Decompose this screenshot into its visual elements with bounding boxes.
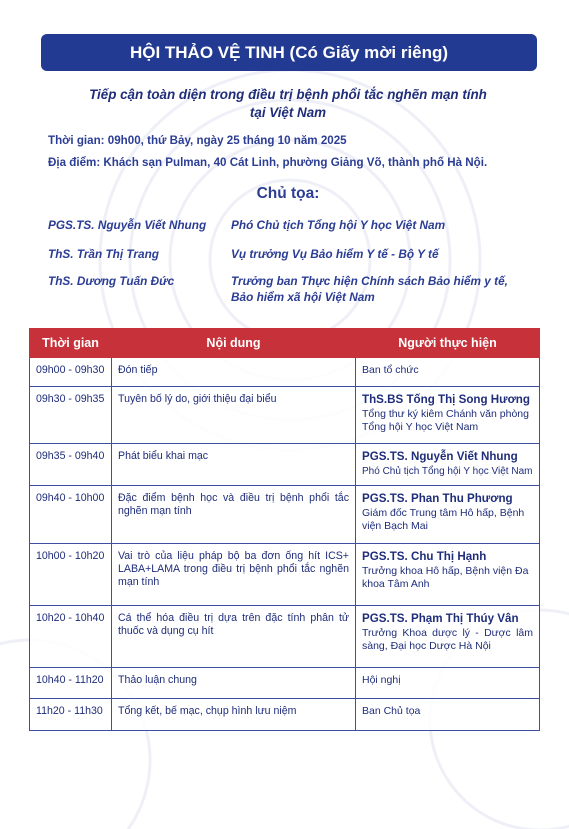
row-time: 10h20 - 10h40 <box>30 606 112 668</box>
event-title-banner <box>41 34 537 71</box>
row-time: 10h00 - 10h20 <box>30 544 112 606</box>
agenda-table <box>29 328 540 731</box>
chair-role-1 <box>231 217 531 233</box>
chair-role-3-line-1: Trưởng ban Thực hiện Chính sách Bảo hiểm y tế, <box>231 274 508 288</box>
subtitle-line-1: Tiếp cận toàn diện trong điều trị bệnh phổi tắc nghẽn mạn tính <box>89 87 487 102</box>
table-row <box>30 358 540 387</box>
table-row <box>30 606 540 668</box>
presenter-name: PGS.TS. Chu Thị Hạnh <box>362 550 487 563</box>
chair-role-3 <box>231 273 531 305</box>
presenter-role: Ban tổ chức <box>362 364 419 376</box>
event-title: HỘI THẢO VỆ TINH (Có Giấy mời riêng) <box>129 42 449 62</box>
table-row <box>30 486 540 544</box>
row-content: Tổng kết, bế mạc, chụp hình lưu niệm <box>112 699 356 731</box>
presenter-role: Trưởng khoa Hô hấp, Bệnh viện Đa khoa Tâm Anh <box>362 565 529 590</box>
table-row <box>30 668 540 699</box>
chair-role-2 <box>231 246 531 262</box>
presenter-name: PGS.TS. Nguyễn Viết Nhung <box>362 450 518 463</box>
presenter-role: Ban Chủ tọa <box>362 705 421 717</box>
row-time: 10h40 - 11h20 <box>30 668 112 699</box>
row-presenter <box>356 358 540 387</box>
presenter-role: Trưởng Khoa dược lý - Dược lâm sàng, Đại học Dược Hà Nội <box>362 627 533 652</box>
row-content: Vai trò của liệu pháp bộ ba đơn ống hít ICS+ LABA+LAMA trong điều trị bệnh phổi tắc nghẽn mạn tính <box>112 544 356 606</box>
presenter-role: Hội nghị <box>362 674 401 686</box>
presenter-name: PGS.TS. Phạm Thị Thúy Vân <box>362 612 519 625</box>
event-time: Thời gian: 09h00, thứ Bảy, ngày 25 tháng 10 năm 2025 <box>48 134 347 147</box>
row-presenter <box>356 544 540 606</box>
row-time: 09h00 - 09h30 <box>30 358 112 387</box>
agenda-header-row <box>30 329 540 358</box>
table-row <box>30 699 540 731</box>
table-row <box>30 444 540 486</box>
row-content: Thảo luận chung <box>112 668 356 699</box>
chair-role-2-line-1: Vụ trưởng Vụ Bảo hiểm Y tế - Bộ Y tế <box>231 247 439 261</box>
chair-role-1-line-1: Phó Chủ tịch Tổng hội Y học Việt Nam <box>231 218 446 232</box>
row-content: Cá thể hóa điều trị dựa trên đặc tính phân tử thuốc và dụng cụ hít <box>112 606 356 668</box>
header-time: Thời gian <box>30 329 112 358</box>
chair-role-3-line-2: Bảo hiểm xã hội Việt Nam <box>231 290 375 304</box>
chair-name-1: PGS.TS. Nguyễn Viết Nhung <box>48 218 207 232</box>
row-content: Tuyên bố lý do, giới thiệu đại biểu <box>112 387 356 444</box>
row-presenter <box>356 606 540 668</box>
event-subtitle <box>40 86 536 122</box>
row-presenter <box>356 486 540 544</box>
chair-name-2: ThS. Trần Thị Trang <box>48 247 159 261</box>
row-time: 09h35 - 09h40 <box>30 444 112 486</box>
table-row <box>30 544 540 606</box>
table-row <box>30 387 540 444</box>
row-content: Phát biểu khai mạc <box>112 444 356 486</box>
row-content: Đón tiếp <box>112 358 356 387</box>
presenter-role: Phó Chủ tịch Tổng hội Y học Việt Nam <box>362 466 533 477</box>
presenter-name: ThS.BS Tống Thị Song Hương <box>362 393 530 406</box>
row-presenter <box>356 387 540 444</box>
presenter-role: Tổng thư ký kiêm Chánh văn phòng Tổng hội Y học Việt Nam <box>362 408 529 433</box>
row-time: 11h20 - 11h30 <box>30 699 112 731</box>
subtitle-line-2: tại Việt Nam <box>249 105 327 120</box>
row-presenter <box>356 668 540 699</box>
presenter-name: PGS.TS. Phan Thu Phương <box>362 492 513 505</box>
chair-name-3: ThS. Dương Tuấn Đức <box>48 274 175 288</box>
header-content: Nội dung <box>112 329 356 358</box>
event-location: Địa điểm: Khách sạn Pulman, 40 Cát Linh, phường Giảng Võ, thành phố Hà Nội. <box>48 156 488 169</box>
row-content: Đặc điểm bệnh học và điều trị bệnh phổi tắc nghẽn mạn tính <box>112 486 356 544</box>
presenter-role: Giám đốc Trung tâm Hô hấp, Bệnh viện Bạch Mai <box>362 507 525 532</box>
row-time: 09h40 - 10h00 <box>30 486 112 544</box>
chairs-title: Chủ tọa: <box>256 185 320 202</box>
row-time: 09h30 - 09h35 <box>30 387 112 444</box>
row-presenter <box>356 699 540 731</box>
header-presenter: Người thực hiện <box>356 329 540 358</box>
row-presenter <box>356 444 540 486</box>
